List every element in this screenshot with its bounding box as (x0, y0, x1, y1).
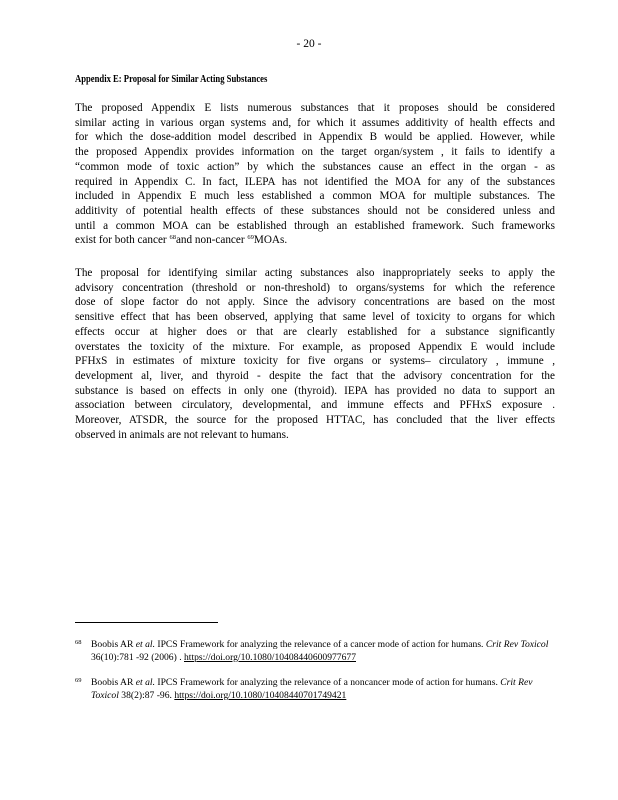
paragraph-line: Moreover, ATSDR, the source for the proposed HTTAC, has concluded that the liver effects (75, 414, 555, 427)
line-text: and non-cancer (175, 234, 248, 247)
paragraph-line: The proposal for identifying similar acting substances also inappropriately seeks to apply the (75, 267, 555, 279)
footnote-separator (75, 622, 218, 623)
footnote-text (91, 638, 555, 664)
footnote-journal: Crit Rev Toxicol (485, 639, 549, 650)
section-heading: Appendix E: Proposal for Similar Acting Substances (75, 74, 268, 85)
footnote-etal: et al. (135, 639, 155, 650)
footnote-68 (75, 638, 555, 664)
footnote-etal: et al. (135, 677, 155, 688)
paragraph-line: dose of slope factor do not apply. Since the advisory concentrations are based on the most (75, 296, 555, 309)
paragraph-1 (75, 101, 555, 248)
footnote-ref-69[interactable]: 69 (247, 234, 254, 242)
footnote-citation: 38(2):87 -96. (118, 690, 175, 701)
footnote-citation: 36(10):781 -92 (2006) . (91, 652, 184, 663)
paragraph-line: overstates the toxicity of the mixture. For example, as proposed Appendix E would include (75, 340, 555, 353)
footnote-69 (75, 676, 555, 702)
paragraph-line: similar acting in various organ systems and, for which it assumes additivity of health effects and (75, 116, 555, 129)
footnote-doi-link[interactable]: https://doi.org/10.1080/10408440701749421 (174, 690, 347, 701)
footnote-authors: Boobis AR (91, 639, 136, 650)
paragraph-line: sensitive effect that has been observed, applying that same level of toxicity to organs for which (75, 311, 555, 324)
footnote-text (91, 676, 555, 702)
paragraph-line (75, 233, 555, 248)
line-text: exist for both cancer (75, 234, 170, 247)
paragraph-line: the proposed Appendix provides information on the target organ/system , it fails to identify a (75, 146, 555, 159)
page-number: - 20 - (296, 38, 322, 50)
footnote-journal: Crit Rev Toxicol (91, 677, 533, 701)
paragraph-line: observed in animals are not relevant to humans. (75, 428, 289, 441)
paragraph-line: required in Appendix C. In fact, ILEPA has not identified the MOA for any of the substances (75, 175, 555, 188)
footnote-mark: 69 (75, 677, 82, 684)
footnote-mark: 68 (75, 639, 82, 646)
line-text: MOAs. (253, 234, 288, 247)
footnote-ref-68[interactable]: 68 (169, 234, 176, 242)
paragraph-line: included in Appendix E much less established a common MOA for multiple substances. The (75, 190, 555, 203)
paragraph-line: “common mode of toxic action” by which the substances cause an effect in the organ - as (75, 160, 555, 173)
paragraph-line: until a common MOA can be established through an established framework. Such frameworks (75, 219, 555, 232)
paragraph-2 (75, 266, 555, 442)
footnote-authors: Boobis AR (91, 677, 136, 688)
footnote-title: IPCS Framework for analyzing the relevance of a cancer mode of action for humans. (154, 639, 486, 650)
paragraph-line: development al, liver, and thyroid - despite the fact that the advisory concentration for the (75, 369, 555, 382)
footnote-doi-link[interactable]: https://doi.org/10.1080/10408440600977677 (184, 652, 356, 663)
paragraph-line: association between circulatory, developmental, and immune effects and PFHxS exposure . (75, 399, 555, 412)
paragraph-line: PFHxS in estimates of mixture toxicity for five organs or systems– circulatory , immune , (75, 355, 555, 368)
paragraph-line: advisory concentration (threshold or non-threshold) to organs/systems for which the reference (75, 281, 555, 294)
paragraph-line: additivity of potential health effects of these substances should not be considered unless and (75, 204, 555, 217)
paragraph-line: substance is based on effects in only one (thyroid). IEPA has provided no data to support an (75, 384, 555, 397)
paragraph-line: for which the dose-addition model described in Appendix B would be applied. However, while (75, 131, 555, 144)
paragraph-line: effects occur at higher does or that are clearly established for a substance significantly (75, 325, 555, 338)
footnote-title: IPCS Framework for analyzing the relevance of a noncancer mode of action for humans. (154, 677, 501, 688)
paragraph-line: The proposed Appendix E lists numerous substances that it proposes should be considered (75, 102, 555, 114)
